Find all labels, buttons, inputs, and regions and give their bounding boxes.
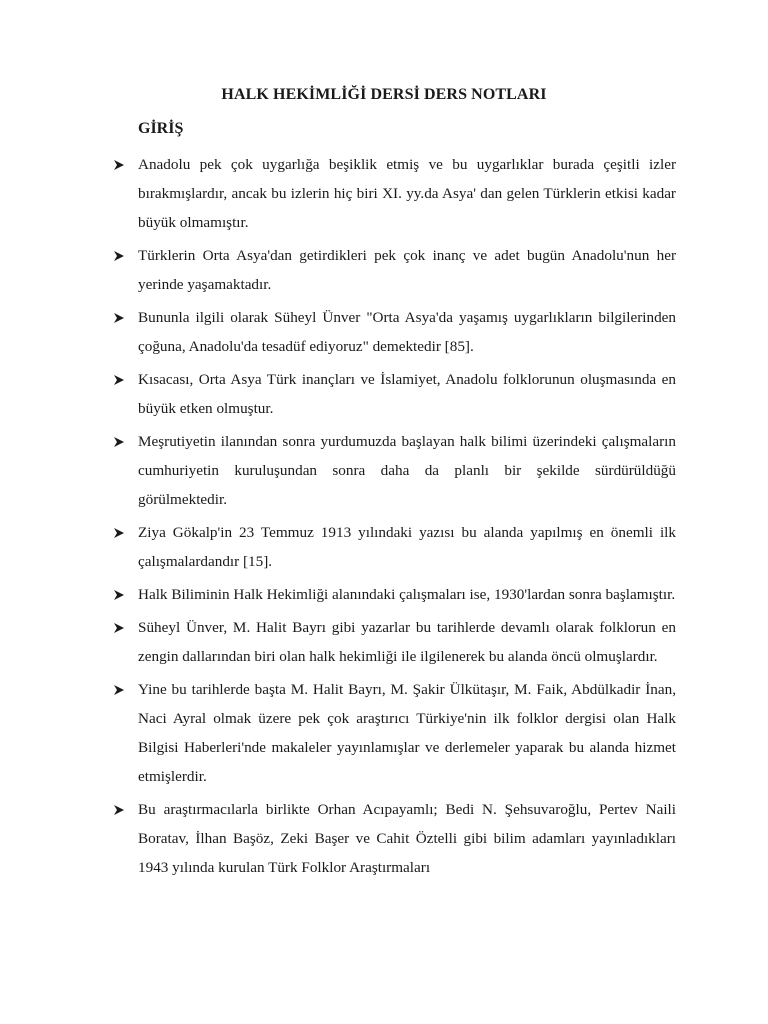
arrowhead-bullet-icon <box>113 150 127 179</box>
list-item <box>0 518 768 576</box>
list-item <box>0 427 768 514</box>
bullet-text: Ziya Gökalp'in 23 Temmuz 1913 yılındaki yazısı bu alanda yapılmış en önemli ilk çalışmalardandır [15]. <box>138 524 676 570</box>
arrowhead-bullet-icon <box>113 518 127 547</box>
document-title: HALK HEKİMLİĞİ DERSİ DERS NOTLARI <box>221 86 547 103</box>
list-item <box>0 580 768 609</box>
bullet-text: Meşrutiyetin ilanından sonra yurdumuzda başlayan halk bilimi üzerindeki çalışmaların cumhuriyetin kuruluşundan sonra daha da planlı bir şekilde sürdürüldüğü görülmektedir. <box>138 433 676 508</box>
bullet-text: Yine bu tarihlerde başta M. Halit Bayrı, M. Şakir Ülkütaşır, M. Faik, Abdülkadir İnan, Naci Ayral olmak üzere pek çok araştırıcı Türkiye'nin ilk folklor dergisi olan Halk Bilgisi Haberleri'nde makaleler yayınlamışlar ve derlemeler yaparak bu alanda hizmet etmişlerdir. <box>138 681 676 785</box>
bullet-text: Kısacası, Orta Asya Türk inançları ve İslamiyet, Anadolu folklorunun oluşmasında en büyük etken olmuştur. <box>138 371 676 417</box>
bullet-text: Anadolu pek çok uygarlığa beşiklik etmiş ve bu uygarlıklar burada çeşitli izler bırakmışlardır, ancak bu izlerin hiç biri XI. yy.da Asya' dan gelen Türklerin etkisi kadar büyük olmamıştır. <box>138 156 676 231</box>
arrowhead-bullet-icon <box>113 675 127 704</box>
arrowhead-bullet-icon <box>113 365 127 394</box>
bullet-text: Bununla ilgili olarak Süheyl Ünver "Orta Asya'da yaşamış uygarlıkların bilgilerinden çoğuna, Anadolu'da tesadüf ediyoruz" demektedir [85]. <box>138 309 676 355</box>
bullet-text: Halk Biliminin Halk Hekimliği alanındaki çalışmaları ise, 1930'lardan sonra başlamıştır. <box>138 586 676 603</box>
list-item <box>0 365 768 423</box>
arrowhead-bullet-icon <box>113 241 127 270</box>
arrowhead-bullet-icon <box>113 613 127 642</box>
arrowhead-bullet-icon <box>113 795 127 824</box>
list-item <box>0 675 768 791</box>
list-item <box>0 241 768 299</box>
bullet-text: Süheyl Ünver, M. Halit Bayrı gibi yazarlar bu tarihlerde devamlı olarak folklorun en zengin dallarından biri olan halk hekimliği ile ilgilenerek bu alanda öncü olmuşlardır. <box>138 619 676 665</box>
list-item <box>0 613 768 671</box>
list-item <box>0 150 768 237</box>
bullet-text: Türklerin Orta Asya'dan getirdikleri pek çok inanç ve adet bugün Anadolu'nun her yerinde yaşamaktadır. <box>138 247 676 293</box>
list-item <box>0 303 768 361</box>
arrowhead-bullet-icon <box>113 303 127 332</box>
section-heading: GİRİŞ <box>138 120 184 137</box>
arrowhead-bullet-icon <box>113 580 127 609</box>
bullet-text: Bu araştırmacılarla birlikte Orhan Acıpayamlı; Bedi N. Şehsuvaroğlu, Pertev Naili Boratav, İlhan Başöz, Zeki Başer ve Cahit Öztelli gibi bilim adamları yayınladıkları 1943 yılında kurulan Türk Folklor Araştırmaları <box>138 801 676 876</box>
list-item <box>0 795 768 882</box>
bullet-list <box>0 150 768 886</box>
arrowhead-bullet-icon <box>113 427 127 456</box>
